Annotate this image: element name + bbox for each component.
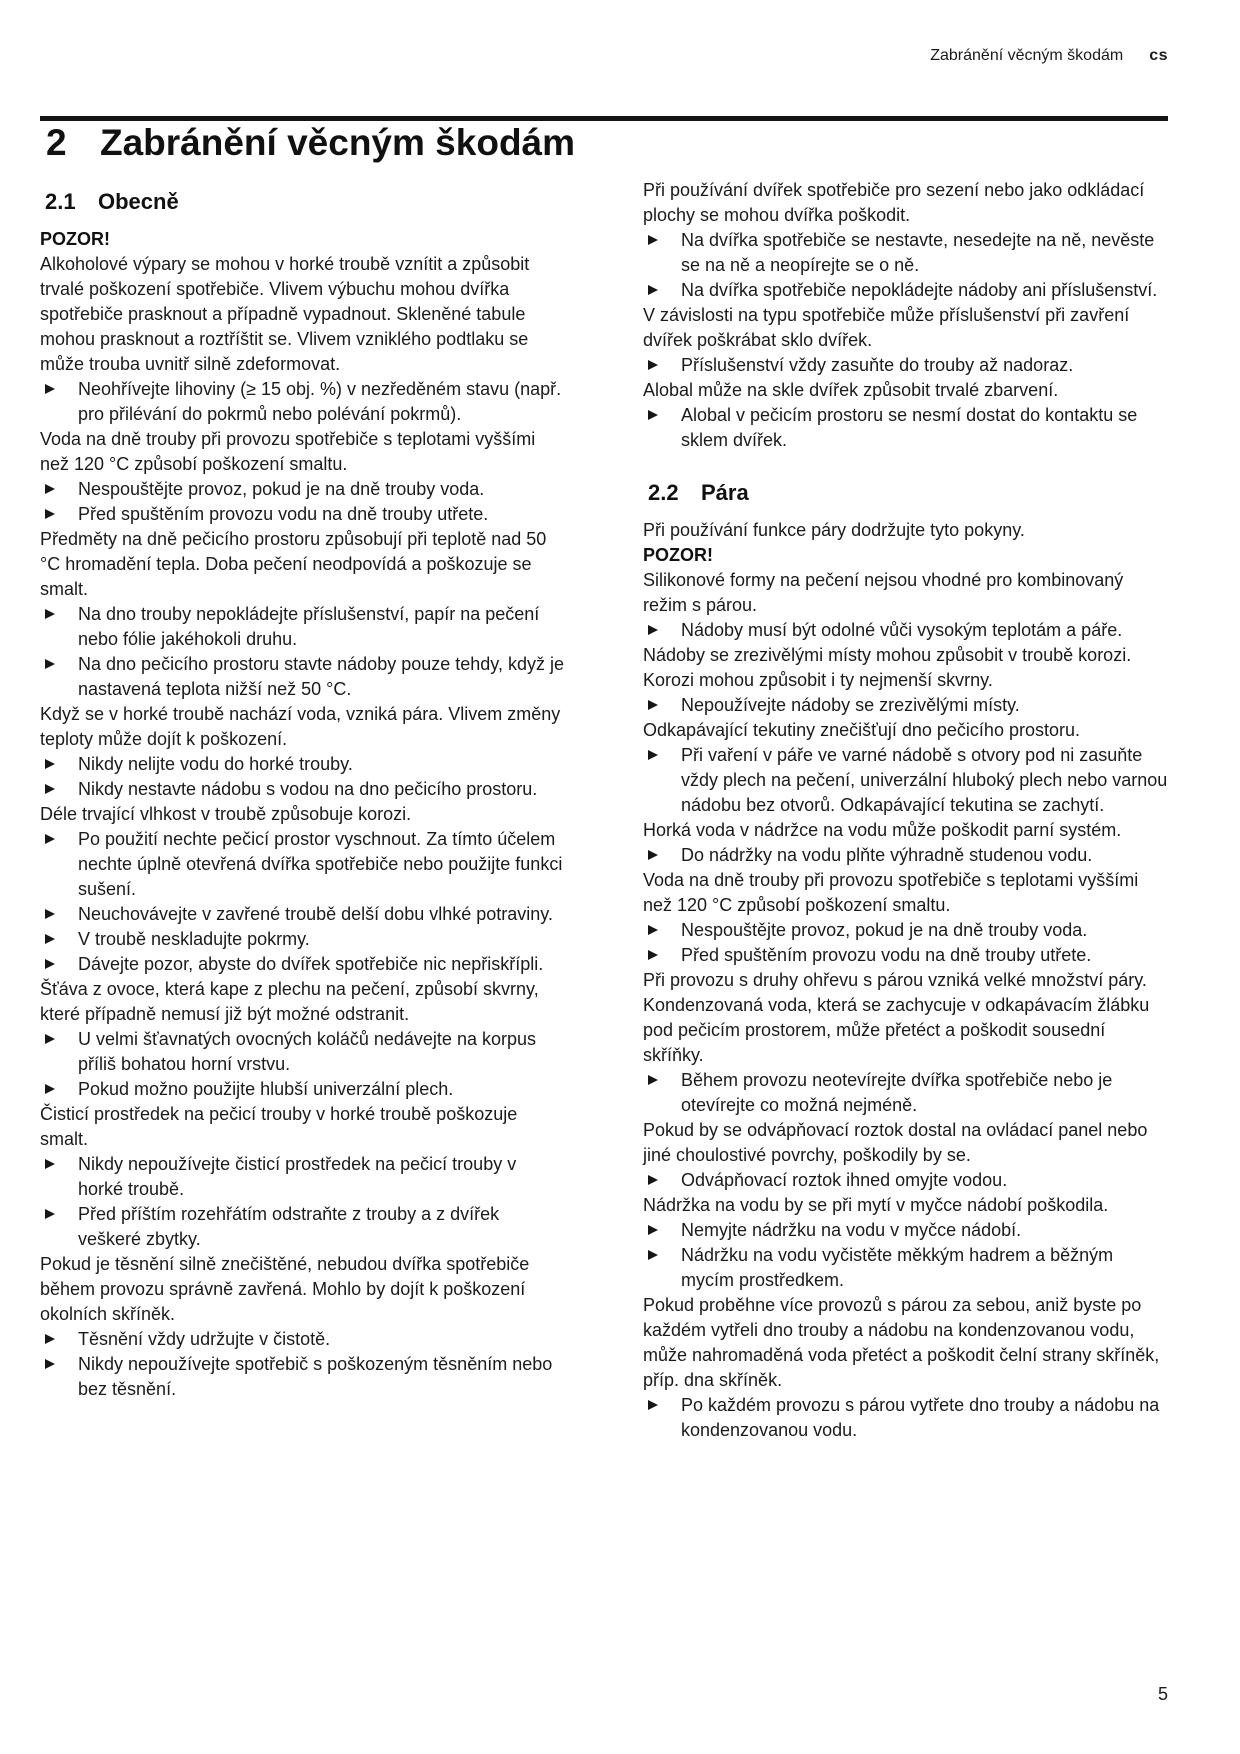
section-title: Obecně (98, 189, 179, 214)
bullet-item (40, 1202, 565, 1252)
bullet-item (643, 1393, 1168, 1443)
bullet-text: Příslušenství vždy zasuňte do trouby až nadoraz. (681, 355, 1074, 375)
bullet-triangle-icon (643, 403, 681, 420)
bullet-text: Nespouštějte provoz, pokud je na dně trouby voda. (681, 920, 1088, 940)
bullet-item (40, 952, 565, 977)
bullet-text: Před spuštěním provozu vodu na dně trouby utřete. (681, 945, 1092, 965)
bullet-item (643, 403, 1168, 453)
bullet-item (40, 1152, 565, 1202)
section-number: 2.1 (45, 189, 76, 214)
bullet-triangle-icon (643, 943, 681, 960)
bullet-item (643, 278, 1168, 303)
paragraph: Nádržka na vodu by se při mytí v myčce nádobí poškodila. (643, 1195, 1109, 1215)
paragraph: Při používání dvířek spotřebiče pro sezení nebo jako odkládací plochy se mohou dvířka poškodit. (643, 180, 1145, 225)
paragraph: V závislosti na typu spotřebiče může příslušenství při zavření dvířek poškrábat sklo dvířek. (643, 305, 1130, 350)
bullet-item (40, 477, 565, 502)
bullet-text: Po použití nechte pečicí prostor vyschnout. Za tímto účelem nechte úplně otevřená dvířka spotřebiče nebo použijte funkci sušení. (78, 829, 563, 899)
paragraph: Silikonové formy na pečení nejsou vhodné pro kombinovaný režim s párou. (643, 570, 1124, 615)
section-heading (40, 188, 565, 215)
bullet-item (40, 902, 565, 927)
bullet-item (643, 1168, 1168, 1193)
paragraph: Déle trvající vlhkost v troubě způsobuje korozi. (40, 804, 412, 824)
bullet-triangle-icon (643, 743, 681, 760)
bullet-item (40, 1352, 565, 1402)
bullet-triangle-icon (40, 1077, 78, 1094)
bullet-text: Alobal v pečicím prostoru se nesmí dostat do kontaktu se sklem dvířek. (681, 405, 1138, 450)
bullet-item (643, 1068, 1168, 1118)
paragraph: Voda na dně trouby při provozu spotřebiče s teplotami vyššími než 120 °C způsobí poškození smaltu. (40, 429, 536, 474)
bullet-text: Nikdy nepoužívejte spotřebič s poškozeným těsněním nebo bez těsnění. (78, 1354, 553, 1399)
bullet-item (40, 502, 565, 527)
bullet-text: Na dno trouby nepokládejte příslušenství, papír na pečení nebo fólie jakéhokoli druhu. (78, 604, 540, 649)
bullet-triangle-icon (40, 827, 78, 844)
section-heading (643, 479, 1168, 506)
paragraph: Při používání funkce páry dodržujte tyto pokyny. (643, 520, 1025, 540)
bullet-item (40, 927, 565, 952)
bullet-triangle-icon (643, 1168, 681, 1185)
bullet-item (643, 743, 1168, 818)
bullet-text: Odvápňovací roztok ihned omyjte vodou. (681, 1170, 1008, 1190)
column-left (40, 178, 565, 1443)
paragraph: Čisticí prostředek na pečicí trouby v horké troubě poškozuje smalt. (40, 1104, 518, 1149)
bullet-triangle-icon (40, 602, 78, 619)
bullet-item (40, 777, 565, 802)
warning-label: POZOR! (40, 229, 110, 249)
bullet-text: Během provozu neotevírejte dvířka spotřebiče nebo je otevírejte co možná nejméně. (681, 1070, 1113, 1115)
bullet-text: Dávejte pozor, abyste do dvířek spotřebiče nic nepřiskřípli. (78, 954, 544, 974)
bullet-triangle-icon (40, 1202, 78, 1219)
bullet-item (643, 618, 1168, 643)
running-header (930, 46, 1168, 66)
bullet-item (40, 1027, 565, 1077)
bullet-triangle-icon (643, 1243, 681, 1260)
paragraph: Šťáva z ovoce, která kape z plechu na pečení, způsobí skvrny, které případně nemusí již být možné odstranit. (40, 979, 539, 1024)
warning-label: POZOR! (643, 545, 713, 565)
paragraph: Když se v horké troubě nachází voda, vzniká pára. Vlivem změny teploty může dojít k poškození. (40, 704, 561, 749)
bullet-text: Před spuštěním provozu vodu na dně trouby utřete. (78, 504, 489, 524)
bullet-text: Těsnění vždy udržujte v čistotě. (78, 1329, 331, 1349)
bullet-triangle-icon (40, 777, 78, 794)
chapter-number: 2 (46, 122, 67, 163)
bullet-text: U velmi šťavnatých ovocných koláčů nedávejte na korpus příliš bohatou horní vrstvu. (78, 1029, 536, 1074)
bullet-item (643, 918, 1168, 943)
paragraph: Alkoholové výpary se mohou v horké troubě vznítit a způsobit trvalé poškození spotřebiče. Vlivem výbuchu mohou dvířka spotřebiče prasknout a případně vypadnout. Skleněné tabule mohou prasknout a roztříštit se. Vlivem vzniklého podtlaku se může trouba uvnitř silně zdeformovat. (40, 254, 530, 374)
paragraph: Při provozu s druhy ohřevu s párou vzniká velké množství páry. Kondenzovaná voda, která se zachycuje v odkapávacím žlábku pod pečicím prostorem, může přetéct a poškodit sousední skříňky. (643, 970, 1150, 1065)
bullet-text: V troubě neskladujte pokrmy. (78, 929, 310, 949)
bullet-triangle-icon (40, 752, 78, 769)
paragraph: Alobal může na skle dvířek způsobit trvalé zbarvení. (643, 380, 1059, 400)
bullet-triangle-icon (643, 1068, 681, 1085)
bullet-triangle-icon (40, 477, 78, 494)
bullet-text: Před příštím rozehřátím odstraňte z trouby a z dvířek veškeré zbytky. (78, 1204, 500, 1249)
bullet-item (643, 843, 1168, 868)
bullet-text: Nemyjte nádržku na vodu v myčce nádobí. (681, 1220, 1022, 1240)
bullet-item (643, 1218, 1168, 1243)
paragraph: Voda na dně trouby při provozu spotřebiče s teplotami vyššími než 120 °C způsobí poškození smaltu. (643, 870, 1139, 915)
bullet-text: Nikdy nepoužívejte čisticí prostředek na pečicí trouby v horké troubě. (78, 1154, 517, 1199)
bullet-triangle-icon (40, 1327, 78, 1344)
bullet-triangle-icon (40, 377, 78, 394)
bullet-text: Pokud možno použijte hlubší univerzální plech. (78, 1079, 454, 1099)
paragraph: Horká voda v nádržce na vodu může poškodit parní systém. (643, 820, 1122, 840)
paragraph: Pokud by se odvápňovací roztok dostal na ovládací panel nebo jiné choulostivé povrchy, poškodily by se. (643, 1120, 1148, 1165)
bullet-triangle-icon (643, 278, 681, 295)
bullet-text: Nikdy nelijte vodu do horké trouby. (78, 754, 353, 774)
chapter-heading (40, 121, 575, 165)
bullet-item (643, 353, 1168, 378)
bullet-text: Nádoby musí být odolné vůči vysokým teplotám a páře. (681, 620, 1123, 640)
bullet-text: Na dvířka spotřebiče nepokládejte nádoby ani příslušenství. (681, 280, 1158, 300)
content-columns (40, 178, 1168, 1443)
bullet-item (643, 228, 1168, 278)
bullet-triangle-icon (40, 652, 78, 669)
paragraph: Nádoby se zrezivělými místy mohou způsobit v troubě korozi. Korozi mohou způsobit i ty nejmenší skvrny. (643, 645, 1132, 690)
bullet-triangle-icon (643, 843, 681, 860)
bullet-item (643, 943, 1168, 968)
column-right (643, 178, 1168, 1443)
bullet-text: Neuchovávejte v zavřené troubě delší dobu vlhké potraviny. (78, 904, 553, 924)
bullet-text: Po každém provozu s párou vytřete dno trouby a nádobu na kondenzovanou vodu. (681, 1395, 1160, 1440)
running-header-title: Zabránění věcným škodám (930, 47, 1124, 64)
bullet-text: Nikdy nestavte nádobu s vodou na dno pečicího prostoru. (78, 779, 538, 799)
bullet-item (40, 1077, 565, 1102)
bullet-text: Do nádržky na vodu plňte výhradně studenou vodu. (681, 845, 1093, 865)
bullet-text: Na dvířka spotřebiče se nestavte, nesedejte na ně, nevěste se na ně a neopírejte se o ně. (681, 230, 1155, 275)
bullet-triangle-icon (40, 927, 78, 944)
page-number: 5 (1157, 1684, 1168, 1704)
bullet-item (643, 1243, 1168, 1293)
paragraph: Odkapávající tekutiny znečišťují dno pečicího prostoru. (643, 720, 1080, 740)
bullet-item (40, 652, 565, 702)
bullet-item (40, 752, 565, 777)
bullet-triangle-icon (643, 618, 681, 635)
bullet-triangle-icon (643, 353, 681, 370)
bullet-triangle-icon (40, 902, 78, 919)
bullet-text: Na dno pečicího prostoru stavte nádoby pouze tehdy, když je nastavená teplota nižší než 50 °C. (78, 654, 564, 699)
bullet-triangle-icon (40, 1027, 78, 1044)
bullet-item (40, 377, 565, 427)
chapter-title: Zabránění věcným škodám (100, 122, 576, 163)
bullet-text: Nespouštějte provoz, pokud je na dně trouby voda. (78, 479, 485, 499)
bullet-item (40, 827, 565, 902)
bullet-text: Při vaření v páře ve varné nádobě s otvory pod ni zasuňte vždy plech na pečení, univerzální hluboký plech nebo varnou nádobu bez otvorů. Odkapávající tekutina se zachytí. (681, 745, 1168, 815)
bullet-triangle-icon (643, 918, 681, 935)
bullet-triangle-icon (40, 1152, 78, 1169)
section-title: Pára (701, 480, 749, 505)
bullet-text: Nepoužívejte nádoby se zrezivělými místy. (681, 695, 1020, 715)
section-number: 2.2 (648, 480, 679, 505)
bullet-triangle-icon (40, 1352, 78, 1369)
bullet-item (643, 693, 1168, 718)
bullet-triangle-icon (643, 1218, 681, 1235)
bullet-item (40, 602, 565, 652)
bullet-triangle-icon (643, 228, 681, 245)
running-header-language-code: cs (1149, 47, 1168, 64)
bullet-triangle-icon (643, 1393, 681, 1410)
bullet-text: Nádržku na vodu vyčistěte měkkým hadrem a běžným mycím prostředkem. (681, 1245, 1114, 1290)
bullet-triangle-icon (40, 952, 78, 969)
bullet-triangle-icon (643, 693, 681, 710)
bullet-item (40, 1327, 565, 1352)
paragraph: Předměty na dně pečicího prostoru způsobují při teplotě nad 50 °C hromadění tepla. Doba pečení neodpovídá a poškozuje se smalt. (40, 529, 547, 599)
bullet-triangle-icon (40, 502, 78, 519)
paragraph: Pokud proběhne více provozů s párou za sebou, aniž byste po každém vytřeli dno trouby a nádobu na kondenzovanou vodu, může nahromaděná voda přetéct a poškodit čelní strany skříněk, příp. dna skříněk. (643, 1295, 1160, 1390)
bullet-text: Neohřívejte lihoviny (≥ 15 obj. %) v nezředěném stavu (např. pro přilévání do pokrmů nebo polévání pokrmů). (78, 379, 562, 424)
paragraph: Pokud je těsnění silně znečištěné, nebudou dvířka spotřebiče během provozu správně zavřená. Mohlo by dojít k poškození okolních skříněk. (40, 1254, 530, 1324)
